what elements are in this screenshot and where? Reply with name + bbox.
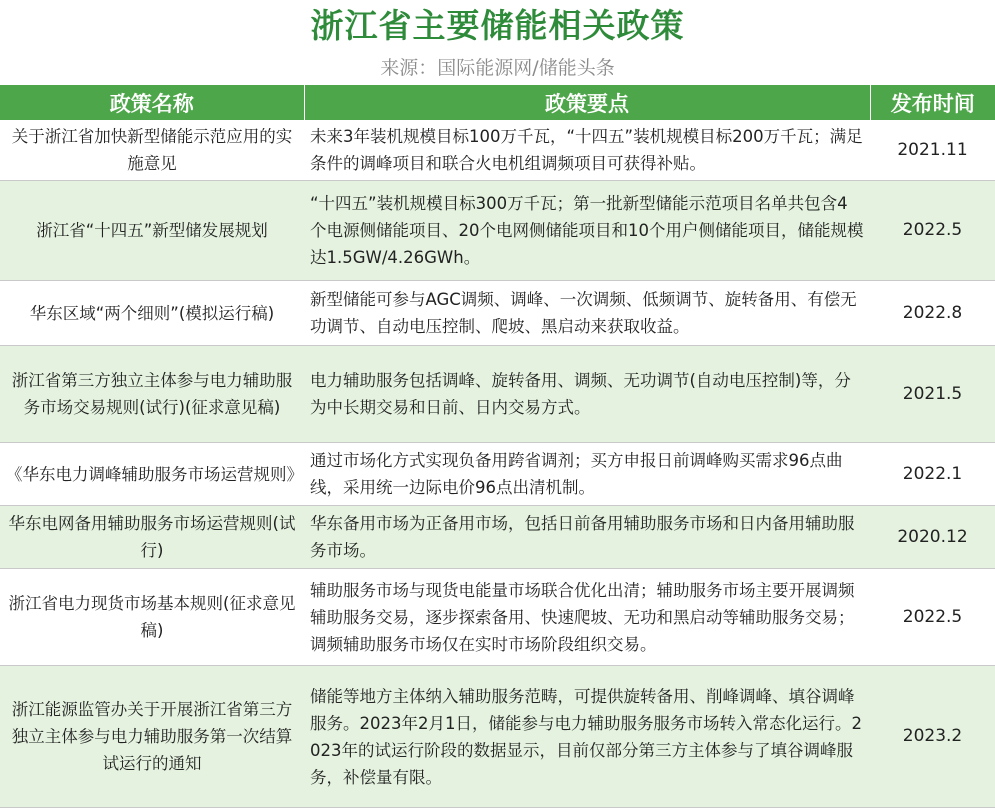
header-release-date: 发布时间 [870,85,995,120]
policy-points-cell: 辅助服务市场与现货电能量市场联合优化出清；辅助服务市场主要开展调频辅助服务交易，逐步探索备用、快速爬坡、无功和黑启动等辅助服务交易；调频辅助服务市场仅在实时市场阶段组织交易。 [304,569,870,666]
release-date-cell: 2022.8 [870,281,995,346]
policy-table [0,85,995,808]
table-row [0,506,995,569]
policy-name-cell: 浙江省电力现货市场基本规则(征求意见稿) [0,569,304,666]
table-header-row [0,85,995,120]
policy-name-cell: 浙江省“十四五”新型储发展规划 [0,181,304,281]
release-date-cell: 2022.5 [870,181,995,281]
policy-points-cell: 通过市场化方式实现负备用跨省调剂；买方申报日前调峰购买需求96点曲线，采用统一边际电价96点出清机制。 [304,443,870,506]
table-row [0,443,995,506]
policy-name-cell: 《华东电力调峰辅助服务市场运营规则》 [0,443,304,506]
policy-name-cell: 浙江能源监管办关于开展浙江省第三方独立主体参与电力辅助服务第一次结算试运行的通知 [0,666,304,808]
policy-name-cell: 华东区域“两个细则”(模拟运行稿) [0,281,304,346]
header-policy-points: 政策要点 [304,85,870,120]
policy-name-cell: 华东电网备用辅助服务市场运营规则(试行) [0,506,304,569]
policy-points-cell: 未来3年装机规模目标100万千瓦，“十四五”装机规模目标200万千瓦；满足条件的调峰项目和联合火电机组调频项目可获得补贴。 [304,120,870,181]
table-row [0,281,995,346]
release-date-cell: 2023.2 [870,666,995,808]
release-date-cell: 2021.11 [870,120,995,181]
policy-points-cell: 储能等地方主体纳入辅助服务范畴，可提供旋转备用、削峰调峰、填谷调峰服务。2023年2月1日，储能参与电力辅助服务服务市场转入常态化运行。2023年的试运行阶段的数据显示，目前仅部分第三方主体参与了填谷调峰服务，补偿量有限。 [304,666,870,808]
source-note: 来源：国际能源网/储能头条 [380,57,615,79]
table-row [0,181,995,281]
policy-name-cell: 关于浙江省加快新型储能示范应用的实施意见 [0,120,304,181]
release-date-cell: 2020.12 [870,506,995,569]
table-row [0,346,995,443]
policy-points-cell: 新型储能可参与AGC调频、调峰、一次调频、低频调节、旋转备用、有偿无功调节、自动电压控制、爬坡、黑启动来获取收益。 [304,281,870,346]
policy-points-cell: “十四五”装机规模目标300万千瓦；第一批新型储能示范项目名单共包含4个电源侧储能项目、20个电网侧储能项目和10个用户侧储能项目，储能规模达1.5GW/4.26GWh。 [304,181,870,281]
table-row [0,666,995,808]
table-row [0,120,995,181]
table-row [0,569,995,666]
header-policy-name: 政策名称 [0,85,304,120]
release-date-cell: 2022.5 [870,569,995,666]
policy-points-cell: 华东备用市场为正备用市场，包括日前备用辅助服务市场和日内备用辅助服务市场。 [304,506,870,569]
release-date-cell: 2022.1 [870,443,995,506]
policy-name-cell: 浙江省第三方独立主体参与电力辅助服务市场交易规则(试行)(征求意见稿) [0,346,304,443]
release-date-cell: 2021.5 [870,346,995,443]
page-title: 浙江省主要储能相关政策 [310,6,685,45]
policy-points-cell: 电力辅助服务包括调峰、旋转备用、调频、无功调节(自动电压控制)等，分为中长期交易和日前、日内交易方式。 [304,346,870,443]
